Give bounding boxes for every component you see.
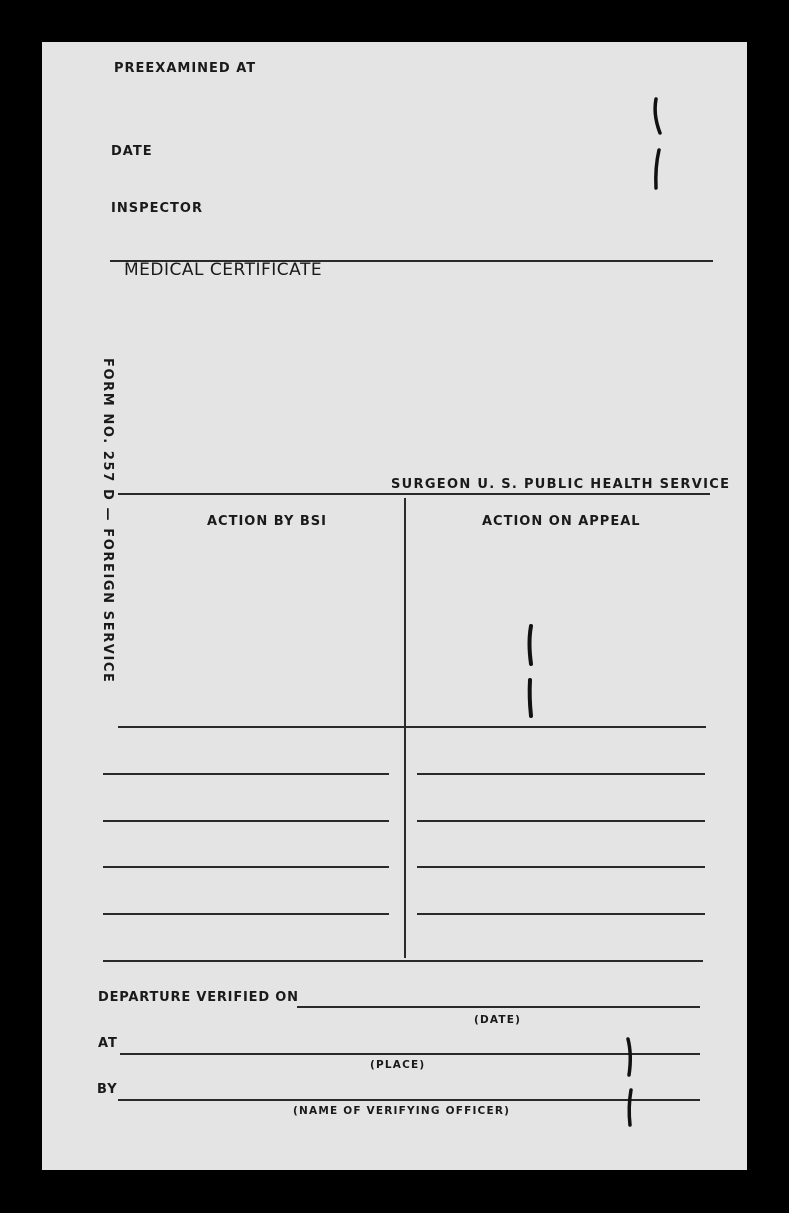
by-label: BY (97, 1082, 118, 1097)
actions-column-divider (404, 498, 406, 958)
action-on-appeal-header: ACTION ON APPEAL (482, 514, 641, 529)
departure-place-line (120, 1053, 700, 1055)
medical-certificate-title: MEDICAL CERTIFICATE (124, 260, 323, 280)
bsi-entry-line (103, 866, 389, 868)
staple-mark-icon (620, 1035, 640, 1130)
appeal-entry-line (417, 913, 705, 915)
date-caption: (DATE) (474, 1014, 522, 1026)
actions-row-line (118, 726, 706, 728)
form-number: FORM NO. 257 D — FOREIGN SERVICE (100, 358, 115, 684)
preexamined-at-label: PREEXAMINED AT (114, 61, 257, 76)
inspector-label: INSPECTOR (111, 201, 203, 216)
actions-bottom-line (103, 960, 703, 962)
staple-mark-icon (521, 622, 541, 722)
bsi-entry-line (103, 773, 389, 775)
action-by-bsi-header: ACTION BY BSI (207, 514, 328, 529)
bsi-entry-line (103, 820, 389, 822)
staple-mark-icon (648, 95, 668, 195)
date-label: DATE (111, 144, 153, 159)
place-caption: (PLACE) (370, 1059, 426, 1071)
departure-verified-on-label: DEPARTURE VERIFIED ON (98, 990, 299, 1005)
surgeon-signature-line (118, 493, 710, 495)
departure-date-line (297, 1006, 700, 1008)
verifying-officer-line (118, 1099, 700, 1101)
appeal-entry-line (417, 820, 705, 822)
appeal-entry-line (417, 773, 705, 775)
appeal-entry-line (417, 866, 705, 868)
bsi-entry-line (103, 913, 389, 915)
officer-caption: (NAME OF VERIFYING OFFICER) (293, 1105, 511, 1117)
at-label: AT (98, 1036, 118, 1051)
surgeon-signature-label: SURGEON U. S. PUBLIC HEALTH SERVICE (391, 477, 731, 492)
